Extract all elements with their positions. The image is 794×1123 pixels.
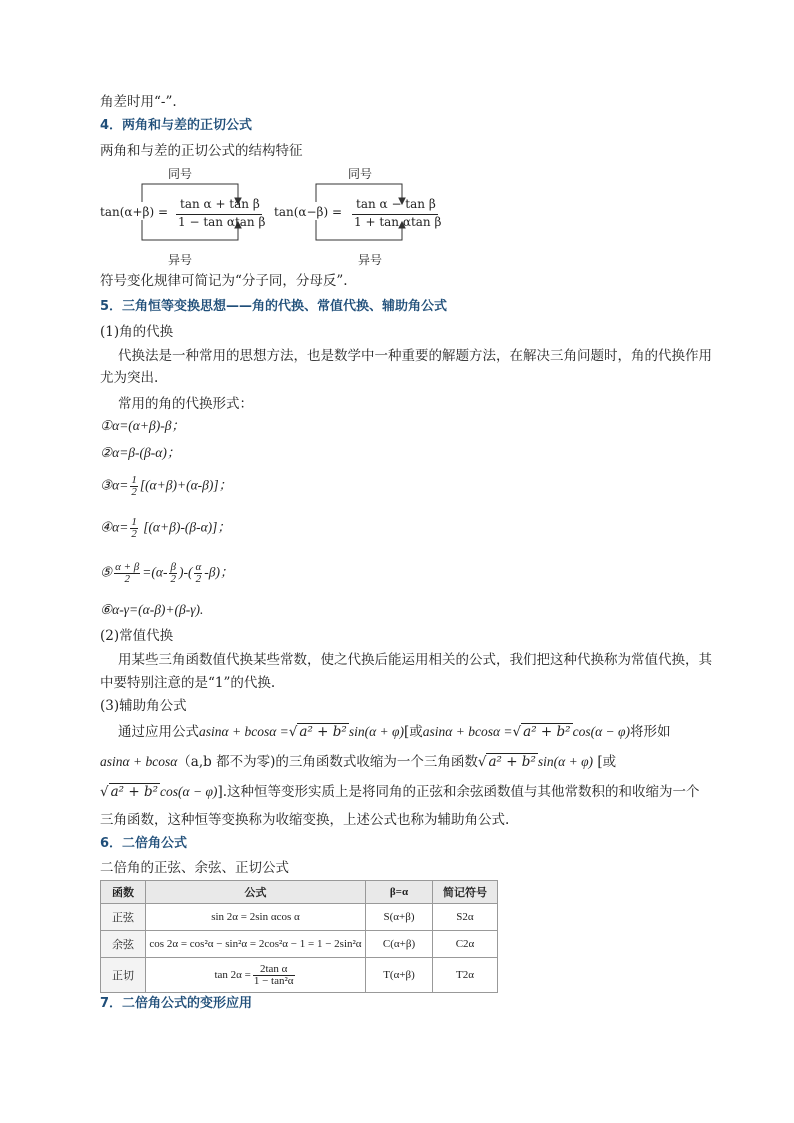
text-line: 角差时用“-”. bbox=[100, 94, 177, 110]
table-header-row bbox=[101, 881, 498, 904]
formula-text: )-( bbox=[178, 564, 193, 580]
formula-text: sin(α + φ) bbox=[348, 724, 404, 739]
heading-substitution: 5．三角恒等变换思想——角的代换、常值代换、辅助角公式 bbox=[100, 299, 448, 314]
table-header: 简记符号 bbox=[433, 881, 498, 904]
text: 将形如 bbox=[629, 724, 671, 740]
table-cell: C(α+β) bbox=[366, 931, 433, 958]
formula-text: asinα + bcosα = bbox=[199, 724, 289, 739]
fraction bbox=[130, 517, 138, 540]
subheading: (3)辅助角公式 bbox=[100, 698, 187, 714]
denominator: 1 − tan²α bbox=[253, 974, 294, 987]
formula-text: cos(α − φ) bbox=[160, 784, 218, 799]
formula-3 bbox=[100, 475, 232, 498]
fraction bbox=[130, 475, 138, 498]
denominator: 2 bbox=[170, 573, 176, 585]
subheading: (1)角的代换 bbox=[100, 324, 174, 340]
table-cell: sin 2α = 2sin αcos α bbox=[146, 904, 366, 931]
numerator: α + β bbox=[115, 561, 140, 573]
text-line: 两角和与差的正切公式的结构特征 bbox=[100, 143, 303, 159]
table-row bbox=[101, 931, 498, 958]
heading-tangent: 4．两角和与差的正切公式 bbox=[100, 118, 253, 133]
denominator: 2 bbox=[131, 486, 137, 498]
formula-text: tan 2α = bbox=[214, 968, 251, 981]
formula-text: sin(α + φ) bbox=[537, 754, 594, 769]
text: ].这种恒等变形实质上是将同角的正弦和余弦函数值与其他常数积的和收缩为一个 bbox=[217, 784, 700, 800]
formula-2: ②α=β-(β-α)； bbox=[100, 445, 181, 460]
formula-text: ④α= bbox=[100, 519, 129, 535]
text-line: 尤为突出. bbox=[100, 370, 159, 386]
formula-6: ⑥α-γ=(α-β)+(β-γ). bbox=[100, 602, 204, 617]
table-cell: 余弦 bbox=[101, 931, 146, 958]
tan-diff-denominator: 1 + tan αtan β bbox=[354, 215, 442, 229]
numerator: α bbox=[195, 561, 202, 573]
fraction bbox=[194, 562, 202, 585]
formula-4 bbox=[100, 517, 231, 540]
heading-double-angle-applications: 7．二倍角公式的变形应用 bbox=[100, 996, 253, 1011]
tan-diff-lhs: tan(α−β) = bbox=[274, 205, 343, 219]
table-cell: 正切 bbox=[101, 958, 146, 993]
text-line: 常用的角的代换形式： bbox=[118, 396, 253, 412]
sqrt-content: a² + b² bbox=[523, 724, 571, 740]
heading-double-angle: 6．二倍角公式 bbox=[100, 836, 188, 851]
text-line: 符号变化规律可简记为“分子同，分母反”. bbox=[100, 273, 348, 289]
sqrt-content: a² + b² bbox=[488, 754, 536, 770]
table-cell bbox=[146, 958, 366, 993]
table-row bbox=[101, 904, 498, 931]
table-header: 函数 bbox=[101, 881, 146, 904]
text-line: 代换法是一种常用的思想方法，也是数学中一种重要的解题方法，在解决三角问题时，角的代换作用 bbox=[118, 348, 712, 364]
table-cell: T2α bbox=[433, 958, 498, 993]
table-cell: T(α+β) bbox=[366, 958, 433, 993]
aux-line-1: 通过应用公式asinα + bcosα =√ a² + b² sin(α + φ)[或asinα + bcosα =√ a² + b² cos(α − φ)将形如 bbox=[118, 724, 671, 740]
formula-1: ①α=(α+β)-β； bbox=[100, 418, 185, 433]
fraction bbox=[114, 562, 140, 585]
formula-text: [(α+β)+(α-β)]； bbox=[139, 477, 233, 493]
aux-line-3: √ a² + b² cos(α − φ)].这种恒等变形实质上是将同角的正弦和余弦函数值与其他常数积的和收缩为一个 bbox=[100, 784, 700, 800]
double-angle-table bbox=[100, 880, 498, 993]
same-sign-label: 同号 bbox=[168, 167, 193, 181]
denominator: 2 bbox=[124, 573, 130, 585]
table-cell: S(α+β) bbox=[366, 904, 433, 931]
formula-text: ⑤ bbox=[100, 564, 113, 580]
tangent-sign-diagram bbox=[96, 164, 456, 272]
denominator: 2 bbox=[131, 528, 137, 540]
table-header: 公式 bbox=[146, 881, 366, 904]
text: （a,b 都不为零)的三角函数式收缩为一个三角函数 bbox=[177, 754, 478, 770]
formula-text: [(α+β)-(β-α)]； bbox=[139, 519, 231, 535]
numerator: 1 bbox=[131, 516, 137, 528]
text-line: 用某些三角函数值代换某些常数，使之代换后能运用相关的公式，我们把这种代换称为常值代换，其 bbox=[118, 652, 712, 668]
table-cell: 正弦 bbox=[101, 904, 146, 931]
numerator: 1 bbox=[131, 474, 137, 486]
tan-diff-numerator: tan α − tan β bbox=[356, 197, 436, 211]
text: [或 bbox=[597, 754, 617, 770]
subheading: (2)常值代换 bbox=[100, 628, 174, 644]
text: 通过应用公式 bbox=[118, 724, 199, 740]
tan-sum-lhs: tan(α+β) = bbox=[100, 205, 169, 219]
table-row bbox=[101, 958, 498, 993]
table-header: β=α bbox=[366, 881, 433, 904]
aux-line-2: asinα + bcosα（a,b 都不为零)的三角函数式收缩为一个三角函数√ a² + b² sin(α + φ) [或 bbox=[100, 754, 617, 770]
sqrt-content: a² + b² bbox=[299, 724, 347, 740]
tan-sum-numerator: tan α + tan β bbox=[180, 197, 260, 211]
formula-5 bbox=[100, 562, 233, 585]
text-line: 中要特别注意的是“1”的代换. bbox=[100, 675, 276, 691]
table-cell: C2α bbox=[433, 931, 498, 958]
sqrt-content: a² + b² bbox=[110, 784, 159, 800]
formula-text: cos(α − φ) bbox=[572, 724, 630, 739]
formula-text: asinα + bcosα = bbox=[422, 724, 513, 739]
formula-text: -β)； bbox=[204, 564, 234, 580]
text: [或 bbox=[403, 724, 423, 740]
tan-sum-denominator: 1 − tan αtan β bbox=[178, 215, 266, 229]
numerator: 2tan α bbox=[253, 964, 295, 976]
fraction bbox=[253, 964, 295, 987]
formula-text: asinα + bcosα bbox=[100, 754, 178, 769]
diff-sign-label: 异号 bbox=[358, 253, 383, 267]
numerator: β bbox=[170, 561, 176, 573]
diff-sign-label: 异号 bbox=[168, 253, 193, 267]
text-line: 二倍角的正弦、余弦、正切公式 bbox=[100, 860, 289, 876]
formula-text: ③α= bbox=[100, 477, 129, 493]
text-line: 三角函数，这种恒等变换称为收缩变换，上述公式也称为辅助角公式. bbox=[100, 812, 510, 828]
table-cell: cos 2α = cos²α − sin²α = 2cos²α − 1 = 1 − 2sin²α bbox=[146, 931, 366, 958]
same-sign-label: 同号 bbox=[348, 167, 373, 181]
table-cell: S2α bbox=[433, 904, 498, 931]
denominator: 2 bbox=[195, 573, 202, 585]
formula-text: =(α- bbox=[142, 564, 168, 580]
fraction bbox=[169, 562, 177, 585]
